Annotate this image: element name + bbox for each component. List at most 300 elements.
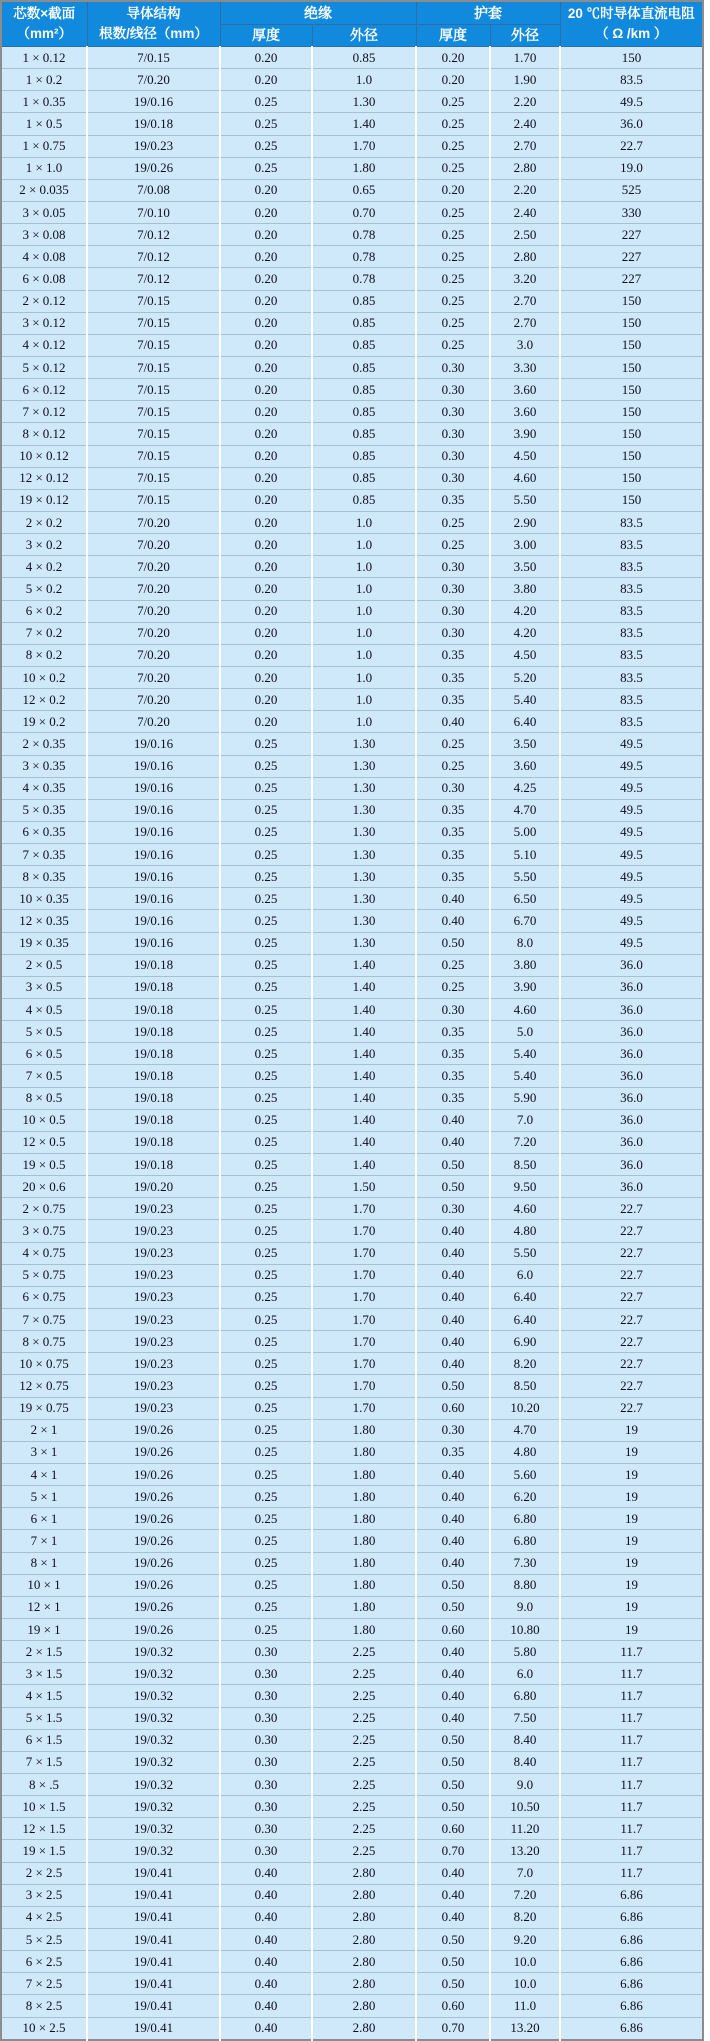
cell-insulation-od: 1.40 (312, 999, 416, 1021)
header-resistance-unit: （ Ω /km ） (595, 26, 668, 41)
cell-dc-resistance: 83.5 (560, 689, 703, 711)
cell-insulation-thickness: 0.20 (220, 69, 312, 91)
cell-core-size: 6 × 1.5 (1, 1729, 87, 1751)
cell-conductor-structure: 7/0.15 (87, 445, 220, 467)
cell-core-size: 4 × 0.35 (1, 777, 87, 799)
cell-dc-resistance: 150 (560, 423, 703, 445)
cell-insulation-od: 2.25 (312, 1641, 416, 1663)
cell-core-size: 19 × 0.12 (1, 489, 87, 511)
cell-sheath-od: 5.60 (490, 1464, 560, 1486)
cell-sheath-thickness: 0.25 (416, 201, 490, 223)
cell-conductor-structure: 19/0.23 (87, 1198, 220, 1220)
cell-sheath-od: 4.70 (490, 799, 560, 821)
cell-insulation-od: 1.40 (312, 1109, 416, 1131)
cell-insulation-thickness: 0.30 (220, 1840, 312, 1862)
cell-dc-resistance: 83.5 (560, 622, 703, 644)
cell-insulation-thickness: 0.25 (220, 1286, 312, 1308)
cell-sheath-thickness: 0.25 (416, 312, 490, 334)
cell-insulation-od: 1.40 (312, 113, 416, 135)
cell-insulation-thickness: 0.20 (220, 644, 312, 666)
cell-conductor-structure: 19/0.18 (87, 976, 220, 998)
cell-conductor-structure: 19/0.23 (87, 1220, 220, 1242)
cell-dc-resistance: 36.0 (560, 954, 703, 976)
cell-insulation-thickness: 0.25 (220, 1131, 312, 1153)
cell-insulation-od: 1.0 (312, 600, 416, 622)
cell-core-size: 3 × 0.2 (1, 534, 87, 556)
cell-insulation-od: 2.80 (312, 1995, 416, 2017)
cell-insulation-od: 1.80 (312, 1574, 416, 1596)
cell-insulation-od: 1.70 (312, 1309, 416, 1331)
cell-conductor-structure: 19/0.23 (87, 135, 220, 157)
cell-insulation-thickness: 0.20 (220, 666, 312, 688)
cell-sheath-thickness: 0.40 (416, 1220, 490, 1242)
cell-sheath-thickness: 0.30 (416, 622, 490, 644)
header-conductor-structure (87, 1, 220, 47)
cell-insulation-od: 2.25 (312, 1796, 416, 1818)
cell-insulation-od: 2.80 (312, 1884, 416, 1906)
table-row (1, 201, 703, 223)
cell-sheath-od: 5.40 (490, 1043, 560, 1065)
header-core-count-section (1, 1, 87, 47)
cell-insulation-thickness: 0.25 (220, 999, 312, 1021)
cell-sheath-od: 8.0 (490, 932, 560, 954)
cell-core-size: 10 × 0.12 (1, 445, 87, 467)
cell-sheath-od: 10.50 (490, 1796, 560, 1818)
cell-sheath-thickness: 0.40 (416, 1685, 490, 1707)
cell-conductor-structure: 19/0.23 (87, 1286, 220, 1308)
cell-core-size: 1 × 0.35 (1, 91, 87, 113)
table-row (1, 423, 703, 445)
cell-conductor-structure: 7/0.15 (87, 356, 220, 378)
cell-insulation-od: 0.78 (312, 246, 416, 268)
cell-insulation-od: 0.85 (312, 489, 416, 511)
cell-sheath-thickness: 0.40 (416, 1286, 490, 1308)
cell-insulation-thickness: 0.25 (220, 866, 312, 888)
cell-core-size: 19 × 0.2 (1, 711, 87, 733)
cell-insulation-od: 0.78 (312, 268, 416, 290)
cell-dc-resistance: 22.7 (560, 1198, 703, 1220)
cell-core-size: 8 × 0.12 (1, 423, 87, 445)
cell-sheath-thickness: 0.50 (416, 1973, 490, 1995)
cell-conductor-structure: 19/0.26 (87, 157, 220, 179)
table-row (1, 1596, 703, 1618)
cell-core-size: 12 × 0.12 (1, 467, 87, 489)
cell-conductor-structure: 19/0.32 (87, 1729, 220, 1751)
table-row (1, 1353, 703, 1375)
cell-sheath-od: 4.60 (490, 1198, 560, 1220)
cell-core-size: 6 × 1 (1, 1508, 87, 1530)
cell-dc-resistance: 22.7 (560, 1264, 703, 1286)
cell-conductor-structure: 19/0.41 (87, 1995, 220, 2017)
table-row (1, 224, 703, 246)
cell-conductor-structure: 19/0.23 (87, 1375, 220, 1397)
table-row (1, 1574, 703, 1596)
cell-sheath-od: 11.0 (490, 1995, 560, 2017)
cell-dc-resistance: 36.0 (560, 1176, 703, 1198)
cell-insulation-od: 1.30 (312, 755, 416, 777)
cell-conductor-structure: 7/0.20 (87, 600, 220, 622)
cell-insulation-thickness: 0.40 (220, 2017, 312, 2040)
cell-sheath-thickness: 0.20 (416, 47, 490, 69)
table-row (1, 1242, 703, 1264)
table-row (1, 1309, 703, 1331)
cell-dc-resistance: 49.5 (560, 910, 703, 932)
cell-insulation-od: 1.0 (312, 578, 416, 600)
cell-sheath-od: 4.70 (490, 1419, 560, 1441)
cell-conductor-structure: 19/0.41 (87, 1973, 220, 1995)
cell-sheath-od: 4.80 (490, 1441, 560, 1463)
cell-sheath-od: 3.0 (490, 334, 560, 356)
cell-core-size: 19 × 1.5 (1, 1840, 87, 1862)
cell-insulation-thickness: 0.25 (220, 777, 312, 799)
cell-sheath-od: 7.20 (490, 1131, 560, 1153)
cell-conductor-structure: 19/0.16 (87, 91, 220, 113)
cell-dc-resistance: 36.0 (560, 113, 703, 135)
cell-insulation-od: 1.40 (312, 1154, 416, 1176)
cell-dc-resistance: 150 (560, 445, 703, 467)
cell-dc-resistance: 11.7 (560, 1751, 703, 1773)
cell-sheath-thickness: 0.50 (416, 1751, 490, 1773)
cell-core-size: 3 × 0.05 (1, 201, 87, 223)
table-row (1, 1021, 703, 1043)
cell-sheath-thickness: 0.30 (416, 578, 490, 600)
cell-insulation-thickness: 0.40 (220, 1951, 312, 1973)
cell-insulation-thickness: 0.30 (220, 1663, 312, 1685)
cell-dc-resistance: 49.5 (560, 866, 703, 888)
header-conductor-line2: 根数/线径（mm） (99, 26, 208, 41)
cell-sheath-od: 4.50 (490, 445, 560, 467)
cell-insulation-od: 1.70 (312, 1198, 416, 1220)
table-row (1, 1131, 703, 1153)
cell-conductor-structure: 7/0.20 (87, 534, 220, 556)
table-row (1, 401, 703, 423)
cell-core-size: 4 × 0.5 (1, 999, 87, 1021)
cell-insulation-od: 1.70 (312, 1375, 416, 1397)
cell-insulation-thickness: 0.25 (220, 1242, 312, 1264)
cell-sheath-od: 3.50 (490, 733, 560, 755)
cell-insulation-od: 1.30 (312, 91, 416, 113)
cell-insulation-thickness: 0.25 (220, 1154, 312, 1176)
cell-insulation-od: 1.80 (312, 1464, 416, 1486)
table-row (1, 1840, 703, 1862)
cell-sheath-thickness: 0.25 (416, 954, 490, 976)
cell-core-size: 3 × 0.08 (1, 224, 87, 246)
cell-insulation-od: 1.70 (312, 1242, 416, 1264)
cell-core-size: 12 × 1 (1, 1596, 87, 1618)
cell-sheath-thickness: 0.40 (416, 1884, 490, 1906)
cell-conductor-structure: 19/0.20 (87, 1176, 220, 1198)
cell-insulation-od: 1.70 (312, 1397, 416, 1419)
cell-dc-resistance: 36.0 (560, 1087, 703, 1109)
cell-conductor-structure: 7/0.15 (87, 401, 220, 423)
cell-conductor-structure: 7/0.15 (87, 423, 220, 445)
cell-insulation-od: 1.70 (312, 1331, 416, 1353)
header-core-count-line1: 芯数×截面 (13, 6, 76, 22)
cell-core-size: 6 × 0.08 (1, 268, 87, 290)
cell-core-size: 5 × 2.5 (1, 1928, 87, 1950)
cell-core-size: 7 × 0.5 (1, 1065, 87, 1087)
cell-conductor-structure: 19/0.18 (87, 1065, 220, 1087)
cell-dc-resistance: 6.86 (560, 1884, 703, 1906)
cell-insulation-thickness: 0.25 (220, 1220, 312, 1242)
cell-dc-resistance: 150 (560, 379, 703, 401)
cell-core-size: 4 × 1.5 (1, 1685, 87, 1707)
cell-insulation-thickness: 0.25 (220, 1552, 312, 1574)
cell-sheath-thickness: 0.70 (416, 1840, 490, 1862)
cell-dc-resistance: 11.7 (560, 1862, 703, 1884)
cell-sheath-od: 4.60 (490, 467, 560, 489)
cell-sheath-od: 4.80 (490, 1220, 560, 1242)
table-row (1, 1818, 703, 1840)
cell-insulation-od: 1.30 (312, 866, 416, 888)
table-row (1, 511, 703, 533)
cell-dc-resistance: 19 (560, 1574, 703, 1596)
cell-insulation-od: 2.80 (312, 2017, 416, 2040)
table-row (1, 1419, 703, 1441)
cell-insulation-od: 1.70 (312, 1220, 416, 1242)
cell-sheath-od: 3.30 (490, 356, 560, 378)
cell-conductor-structure: 19/0.26 (87, 1464, 220, 1486)
cell-conductor-structure: 7/0.15 (87, 467, 220, 489)
cell-conductor-structure: 19/0.32 (87, 1840, 220, 1862)
table-row (1, 777, 703, 799)
table-row (1, 1154, 703, 1176)
table-row (1, 1441, 703, 1463)
cell-insulation-thickness: 0.25 (220, 1176, 312, 1198)
cell-sheath-thickness: 0.35 (416, 1087, 490, 1109)
cell-core-size: 2 × 0.5 (1, 954, 87, 976)
cell-sheath-od: 6.0 (490, 1663, 560, 1685)
cell-conductor-structure: 19/0.41 (87, 1862, 220, 1884)
cell-core-size: 2 × 2.5 (1, 1862, 87, 1884)
cell-sheath-od: 7.20 (490, 1884, 560, 1906)
table-row (1, 312, 703, 334)
table-row (1, 1973, 703, 1995)
table-row (1, 334, 703, 356)
cell-sheath-od: 8.80 (490, 1574, 560, 1596)
cell-dc-resistance: 150 (560, 47, 703, 69)
cell-sheath-od: 3.60 (490, 401, 560, 423)
cell-insulation-od: 1.70 (312, 135, 416, 157)
cell-insulation-thickness: 0.25 (220, 1574, 312, 1596)
cell-sheath-thickness: 0.60 (416, 1995, 490, 2017)
cell-sheath-thickness: 0.40 (416, 1309, 490, 1331)
cell-insulation-thickness: 0.20 (220, 224, 312, 246)
cell-core-size: 2 × 0.2 (1, 511, 87, 533)
cell-sheath-thickness: 0.40 (416, 711, 490, 733)
table-row (1, 1729, 703, 1751)
cell-sheath-od: 6.40 (490, 711, 560, 733)
cell-insulation-od: 0.85 (312, 356, 416, 378)
cell-conductor-structure: 19/0.32 (87, 1707, 220, 1729)
cell-sheath-thickness: 0.40 (416, 910, 490, 932)
cell-core-size: 8 × 0.5 (1, 1087, 87, 1109)
cell-sheath-thickness: 0.30 (416, 556, 490, 578)
table-row (1, 1552, 703, 1574)
cell-insulation-thickness: 0.25 (220, 1065, 312, 1087)
cell-sheath-od: 5.10 (490, 844, 560, 866)
cell-insulation-thickness: 0.30 (220, 1641, 312, 1663)
cell-insulation-thickness: 0.25 (220, 1508, 312, 1530)
cell-core-size: 10 × 1 (1, 1574, 87, 1596)
cell-core-size: 2 × 1 (1, 1419, 87, 1441)
cell-dc-resistance: 6.86 (560, 1951, 703, 1973)
table-row (1, 821, 703, 843)
cell-core-size: 1 × 0.12 (1, 47, 87, 69)
cell-sheath-od: 4.60 (490, 999, 560, 1021)
cell-sheath-od: 7.0 (490, 1862, 560, 1884)
cell-insulation-thickness: 0.25 (220, 91, 312, 113)
cell-conductor-structure: 19/0.26 (87, 1530, 220, 1552)
cell-dc-resistance: 49.5 (560, 733, 703, 755)
header-sheath-group: 护套 (416, 1, 560, 25)
cell-core-size: 10 × 0.2 (1, 666, 87, 688)
header-core-count-unit: （mm²） (16, 26, 72, 41)
cell-sheath-thickness: 0.30 (416, 423, 490, 445)
cell-core-size: 7 × 0.35 (1, 844, 87, 866)
cell-sheath-od: 5.00 (490, 821, 560, 843)
cell-conductor-structure: 19/0.41 (87, 2017, 220, 2040)
cell-sheath-thickness: 0.40 (416, 1641, 490, 1663)
cell-dc-resistance: 150 (560, 312, 703, 334)
cell-dc-resistance: 36.0 (560, 1154, 703, 1176)
cell-core-size: 12 × 0.5 (1, 1131, 87, 1153)
cell-conductor-structure: 7/0.08 (87, 179, 220, 201)
cell-dc-resistance: 49.5 (560, 755, 703, 777)
cell-core-size: 2 × 1.5 (1, 1641, 87, 1663)
cell-conductor-structure: 19/0.32 (87, 1641, 220, 1663)
cell-sheath-od: 2.20 (490, 179, 560, 201)
cell-sheath-thickness: 0.50 (416, 1773, 490, 1795)
cell-conductor-structure: 19/0.16 (87, 910, 220, 932)
cell-dc-resistance: 150 (560, 290, 703, 312)
cell-sheath-thickness: 0.25 (416, 733, 490, 755)
cell-insulation-thickness: 0.20 (220, 578, 312, 600)
cell-dc-resistance: 36.0 (560, 1043, 703, 1065)
table-row (1, 1618, 703, 1640)
cell-core-size: 8 × .5 (1, 1773, 87, 1795)
cell-sheath-od: 5.50 (490, 866, 560, 888)
cell-sheath-od: 3.80 (490, 578, 560, 600)
cell-sheath-od: 3.20 (490, 268, 560, 290)
cell-sheath-od: 10.80 (490, 1618, 560, 1640)
cell-core-size: 19 × 0.75 (1, 1397, 87, 1419)
cell-insulation-od: 1.80 (312, 1552, 416, 1574)
table-row (1, 1685, 703, 1707)
cell-insulation-thickness: 0.20 (220, 201, 312, 223)
cell-conductor-structure: 7/0.20 (87, 578, 220, 600)
cell-insulation-thickness: 0.25 (220, 113, 312, 135)
cell-sheath-od: 6.50 (490, 888, 560, 910)
table-row (1, 888, 703, 910)
cell-sheath-od: 6.80 (490, 1508, 560, 1530)
cell-sheath-od: 5.90 (490, 1087, 560, 1109)
cell-core-size: 20 × 0.6 (1, 1176, 87, 1198)
cell-dc-resistance: 330 (560, 201, 703, 223)
cell-sheath-od: 6.40 (490, 1286, 560, 1308)
table-row (1, 157, 703, 179)
cell-sheath-od: 5.50 (490, 1242, 560, 1264)
cell-insulation-thickness: 0.25 (220, 888, 312, 910)
cell-conductor-structure: 19/0.18 (87, 999, 220, 1021)
cell-insulation-od: 1.0 (312, 644, 416, 666)
cell-sheath-od: 3.60 (490, 379, 560, 401)
cell-conductor-structure: 19/0.26 (87, 1486, 220, 1508)
cell-insulation-thickness: 0.20 (220, 379, 312, 401)
cell-insulation-thickness: 0.30 (220, 1685, 312, 1707)
header-dc-resistance (560, 1, 703, 47)
cell-core-size: 10 × 0.75 (1, 1353, 87, 1375)
table-row (1, 1951, 703, 1973)
cell-insulation-od: 2.25 (312, 1707, 416, 1729)
cell-insulation-thickness: 0.30 (220, 1751, 312, 1773)
header-sheath-thickness: 厚度 (416, 25, 490, 47)
table-row (1, 1773, 703, 1795)
cell-insulation-thickness: 0.20 (220, 290, 312, 312)
cell-conductor-structure: 7/0.20 (87, 689, 220, 711)
cell-dc-resistance: 19 (560, 1486, 703, 1508)
cell-conductor-structure: 19/0.23 (87, 1242, 220, 1264)
cell-insulation-od: 0.70 (312, 201, 416, 223)
cell-insulation-od: 2.25 (312, 1773, 416, 1795)
cell-sheath-od: 9.50 (490, 1176, 560, 1198)
cell-core-size: 6 × 2.5 (1, 1951, 87, 1973)
cell-core-size: 3 × 0.75 (1, 1220, 87, 1242)
cell-core-size: 1 × 0.5 (1, 113, 87, 135)
cell-sheath-od: 6.80 (490, 1530, 560, 1552)
cell-sheath-od: 8.50 (490, 1154, 560, 1176)
cell-insulation-thickness: 0.40 (220, 1906, 312, 1928)
cell-sheath-od: 11.20 (490, 1818, 560, 1840)
cell-sheath-od: 5.80 (490, 1641, 560, 1663)
cell-insulation-od: 1.80 (312, 1530, 416, 1552)
cell-sheath-thickness: 0.40 (416, 888, 490, 910)
cell-sheath-od: 6.20 (490, 1486, 560, 1508)
cell-insulation-od: 2.25 (312, 1729, 416, 1751)
cell-insulation-od: 1.40 (312, 1087, 416, 1109)
cell-insulation-thickness: 0.20 (220, 423, 312, 445)
cell-insulation-od: 1.30 (312, 799, 416, 821)
cell-insulation-thickness: 0.25 (220, 1198, 312, 1220)
table-row (1, 1995, 703, 2017)
cell-insulation-od: 1.30 (312, 821, 416, 843)
cell-conductor-structure: 19/0.26 (87, 1419, 220, 1441)
cell-insulation-thickness: 0.20 (220, 534, 312, 556)
cell-insulation-od: 0.85 (312, 445, 416, 467)
table-row (1, 1707, 703, 1729)
cell-insulation-od: 1.70 (312, 1353, 416, 1375)
cell-sheath-od: 2.70 (490, 135, 560, 157)
table-row (1, 578, 703, 600)
cell-conductor-structure: 7/0.15 (87, 312, 220, 334)
cell-insulation-od: 1.0 (312, 711, 416, 733)
cell-dc-resistance: 83.5 (560, 511, 703, 533)
cell-insulation-thickness: 0.25 (220, 1331, 312, 1353)
cell-dc-resistance: 227 (560, 246, 703, 268)
cell-insulation-thickness: 0.25 (220, 1375, 312, 1397)
cell-dc-resistance: 83.5 (560, 578, 703, 600)
cell-dc-resistance: 36.0 (560, 1021, 703, 1043)
cell-insulation-od: 0.85 (312, 467, 416, 489)
cell-sheath-thickness: 0.50 (416, 1176, 490, 1198)
cell-core-size: 19 × 0.5 (1, 1154, 87, 1176)
table-row (1, 910, 703, 932)
cell-dc-resistance: 36.0 (560, 976, 703, 998)
cell-insulation-thickness: 0.30 (220, 1773, 312, 1795)
table-row (1, 1884, 703, 1906)
cell-dc-resistance: 83.5 (560, 69, 703, 91)
cell-conductor-structure: 7/0.20 (87, 666, 220, 688)
